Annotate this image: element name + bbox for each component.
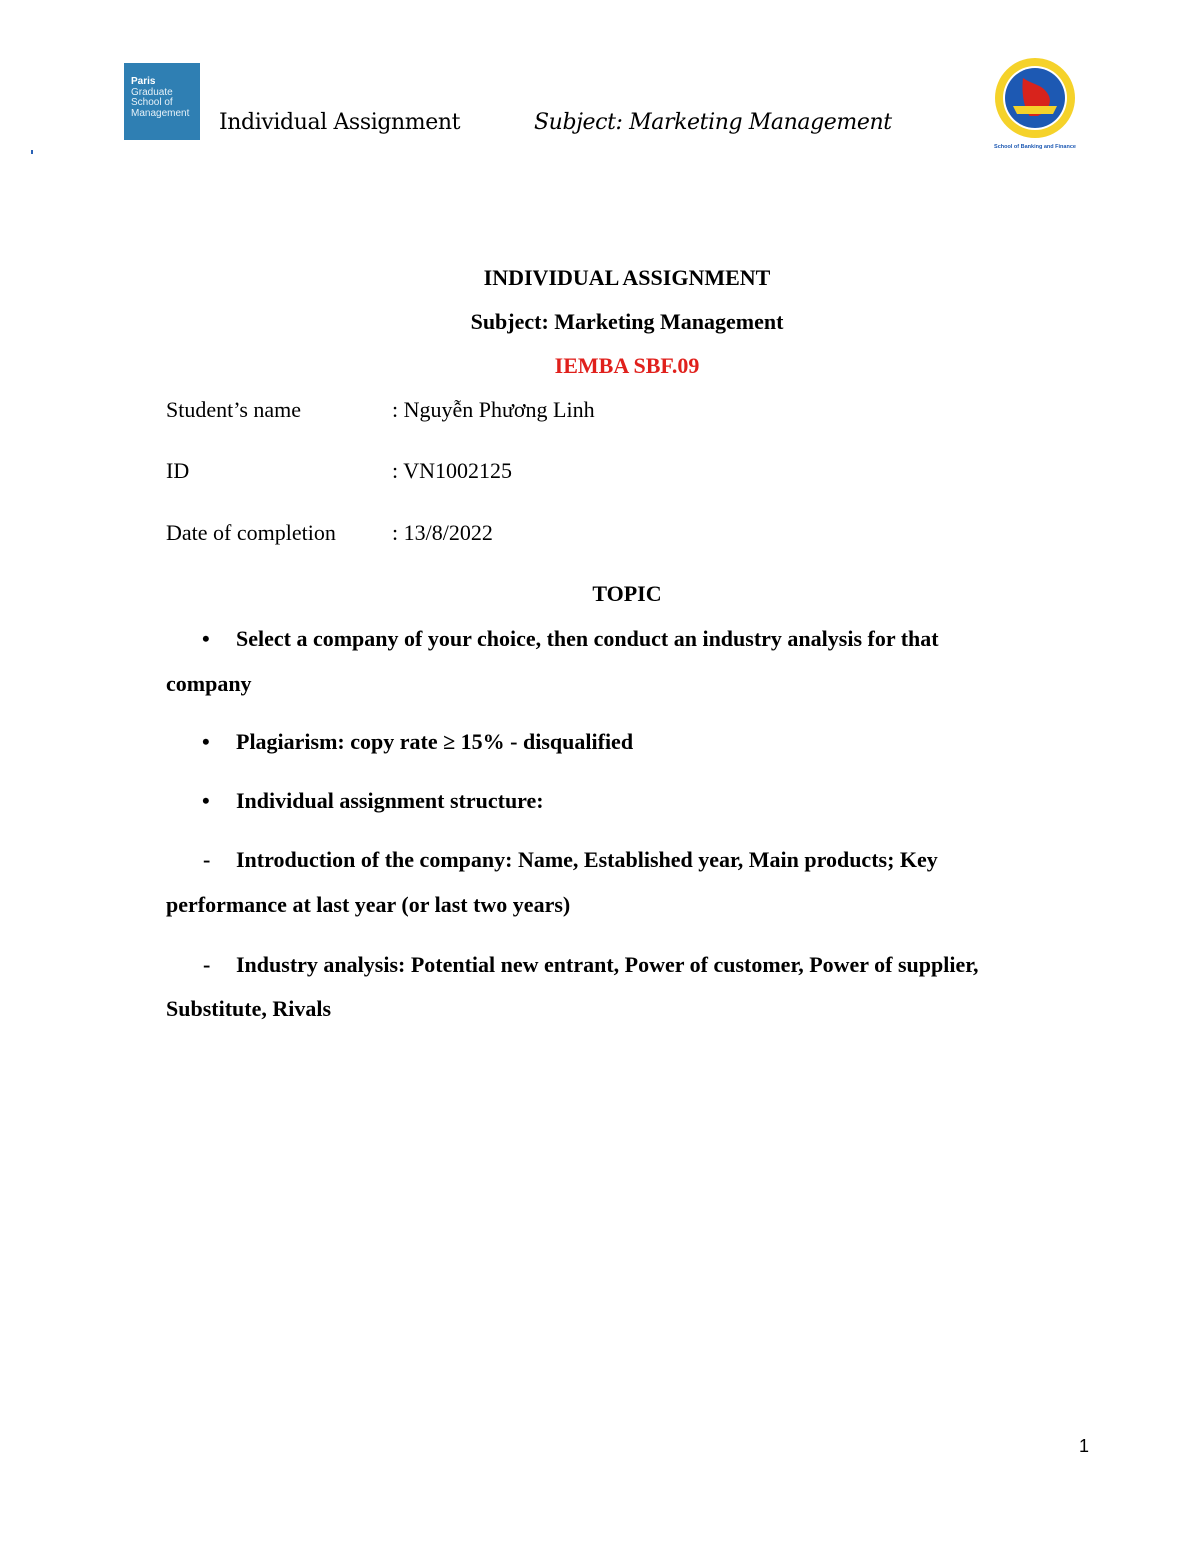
topic-heading: TOPIC — [592, 581, 662, 606]
header-right-text: Subject: Marketing Management — [534, 110, 892, 135]
topic-item-text: Select a company of your choice, then conduct an industry analysis for that — [236, 626, 939, 651]
header-marker — [31, 150, 33, 154]
program-code: IEMBA SBF.09 — [554, 353, 700, 378]
student-name-value: : Nguyễn Phương Linh — [392, 397, 595, 422]
document-subject: Subject: Marketing Management — [470, 309, 784, 334]
page-number: 1 — [1079, 1436, 1090, 1456]
bullet-marker: • — [202, 729, 210, 754]
student-id-label: ID — [166, 458, 190, 483]
topic-item-continuation: company — [166, 671, 252, 696]
bullet-marker: • — [202, 626, 210, 651]
student-id-value: : VN1002125 — [392, 458, 512, 483]
logo-line: Paris — [131, 76, 156, 87]
paris-school-logo — [124, 63, 200, 140]
student-name-label: Student’s name — [166, 397, 302, 422]
completion-date-value: : 13/8/2022 — [392, 520, 493, 545]
bullet-marker: • — [202, 788, 210, 813]
header-left-text: Individual Assignment — [219, 110, 461, 135]
logo-line: Management — [131, 107, 190, 119]
dash-marker: - — [203, 952, 211, 977]
dash-marker: - — [203, 847, 211, 872]
topic-item-text: Individual assignment structure: — [236, 788, 544, 813]
document-title: INDIVIDUAL ASSIGNMENT — [483, 265, 771, 290]
seal-caption: School of Banking and Finance — [994, 144, 1076, 150]
structure-item-text: Introduction of the company: Name, Established year, Main products; Key — [236, 847, 938, 872]
topic-item-text: Plagiarism: copy rate ≥ 15% - disqualified — [236, 729, 634, 754]
logo-line: Graduate — [131, 86, 173, 98]
university-seal-logo — [983, 56, 1088, 152]
logo-line: School of — [131, 97, 173, 108]
structure-item-text: Industry analysis: Potential new entrant, Power of customer, Power of supplier, — [236, 952, 979, 977]
structure-item-continuation: Substitute, Rivals — [166, 996, 332, 1021]
completion-date-label: Date of completion — [166, 520, 336, 545]
structure-item-continuation: performance at last year (or last two years) — [166, 892, 571, 917]
